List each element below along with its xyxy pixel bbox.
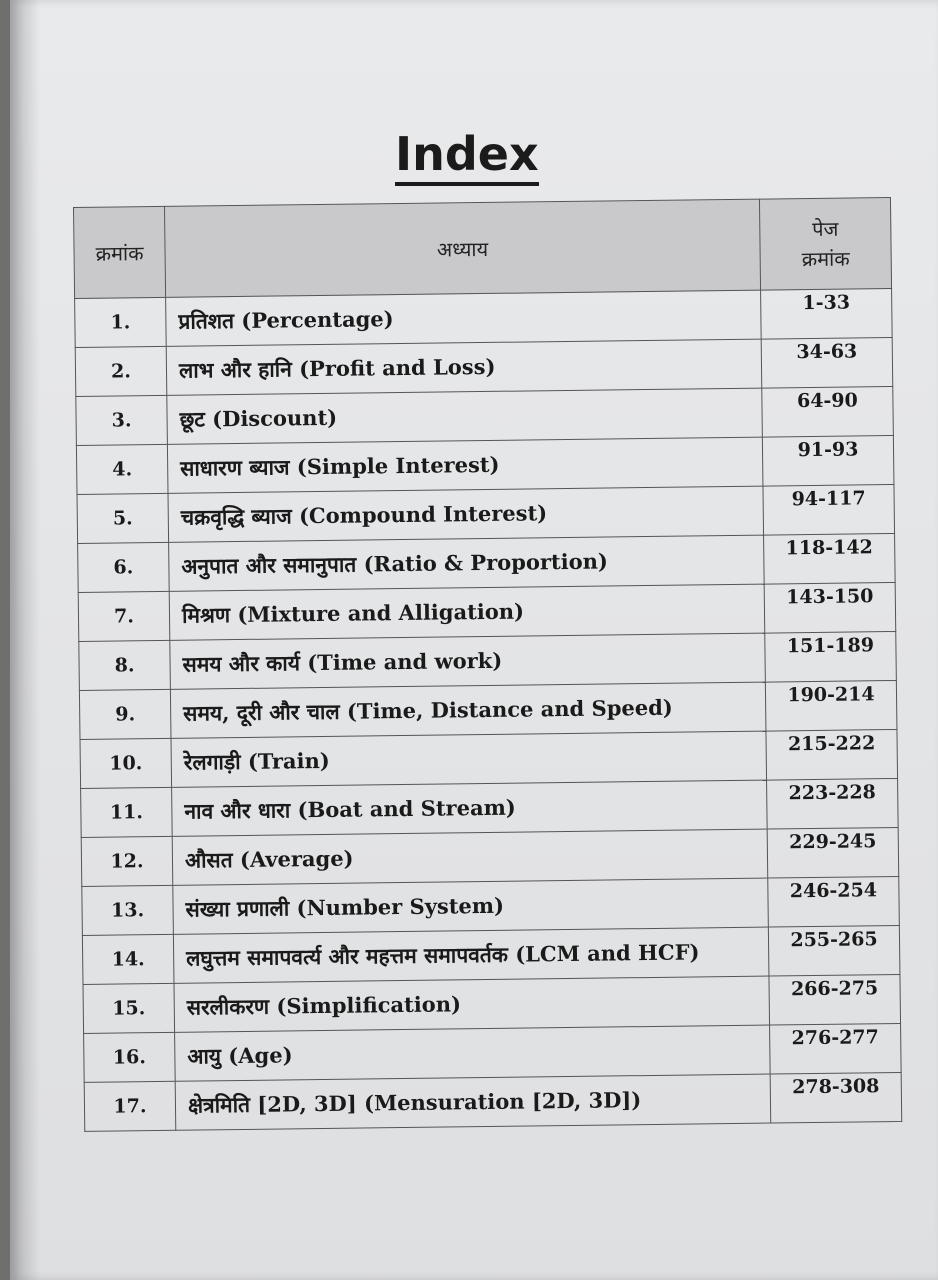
chapter-cell: छूट (Discount) [167, 388, 763, 444]
serial-cell: 4. [76, 444, 168, 494]
table-row [84, 1072, 902, 1131]
serial-cell: 14. [82, 934, 174, 984]
pages-cell: 118-142 [764, 533, 896, 584]
pages-cell: 229-245 [767, 827, 899, 878]
chapter-cell: समय, दूरी और चाल (Time, Distance and Speed) [170, 682, 766, 738]
pages-cell: 91-93 [762, 435, 894, 486]
pages-cell: 143-150 [764, 582, 896, 633]
chapter-cell: नाव और धारा (Boat and Stream) [172, 780, 768, 836]
serial-cell: 9. [79, 689, 171, 739]
chapter-cell: क्षेत्रमिति [2D, 3D] (Mensuration [2D, 3D]) [175, 1074, 771, 1130]
page-header [759, 198, 891, 291]
chapter-cell: मिश्रण (Mixture and Alligation) [169, 584, 765, 640]
chapter-cell: सरलीकरण (Simplification) [174, 976, 770, 1032]
pages-cell: 266-275 [769, 974, 901, 1025]
serial-cell: 7. [78, 591, 170, 641]
serial-cell: 10. [80, 738, 172, 788]
chapter-cell: औसत (Average) [172, 829, 768, 885]
pages-cell: 151-189 [765, 631, 897, 682]
chapter-cell: संख्या प्रणाली (Number System) [173, 878, 769, 934]
page-shadow [10, 0, 40, 1280]
pages-cell: 64-90 [762, 386, 894, 437]
pages-cell: 255-265 [768, 925, 900, 976]
pages-cell: 1-33 [761, 289, 893, 340]
index-rows [75, 289, 902, 1132]
pages-cell: 94-117 [763, 484, 895, 535]
chapter-cell: लघुत्तम समापवर्त्य और महत्तम समापवर्तक (LCM and HCF) [173, 927, 769, 983]
page-header-line2: क्रमांक [801, 246, 850, 272]
serial-cell: 13. [82, 885, 174, 935]
chapter-cell: साधारण ब्याज (Simple Interest) [167, 437, 763, 493]
chapter-cell: प्रतिशत (Percentage) [166, 290, 762, 346]
serial-cell: 2. [75, 346, 167, 396]
serial-header: क्रमांक [74, 206, 166, 298]
pages-cell: 223-228 [767, 778, 899, 829]
serial-cell: 11. [81, 787, 173, 837]
chapter-cell: चक्रवृद्धि ब्याज (Compound Interest) [168, 486, 764, 542]
serial-cell: 5. [77, 493, 169, 543]
pages-cell: 276-277 [770, 1023, 902, 1074]
serial-cell: 15. [83, 983, 175, 1033]
serial-cell: 17. [84, 1081, 176, 1131]
pages-cell: 34-63 [761, 338, 893, 389]
serial-cell: 12. [81, 836, 173, 886]
page-title: Index [395, 128, 539, 186]
chapter-cell: समय और कार्य (Time and work) [170, 633, 766, 689]
pages-cell: 190-214 [765, 680, 897, 731]
index-table [73, 197, 902, 1132]
pages-cell: 246-254 [768, 876, 900, 927]
serial-cell: 6. [78, 542, 170, 592]
serial-cell: 8. [79, 640, 171, 690]
header-row [74, 198, 892, 299]
serial-cell: 1. [75, 297, 167, 347]
pages-cell: 278-308 [770, 1072, 902, 1123]
chapter-cell: रेलगाड़ी (Train) [171, 731, 767, 787]
serial-cell: 16. [84, 1032, 176, 1082]
book-page [10, 0, 938, 1280]
chapter-cell: लाभ और हानि (Profit and Loss) [166, 339, 762, 395]
page-header-line1: पेज [812, 216, 839, 241]
chapter-cell: अनुपात और समानुपात (Ratio & Proportion) [169, 535, 765, 591]
chapter-cell: आयु (Age) [175, 1025, 771, 1081]
chapter-header: अध्याय [164, 199, 760, 297]
pages-cell: 215-222 [766, 729, 898, 780]
serial-cell: 3. [76, 395, 168, 445]
